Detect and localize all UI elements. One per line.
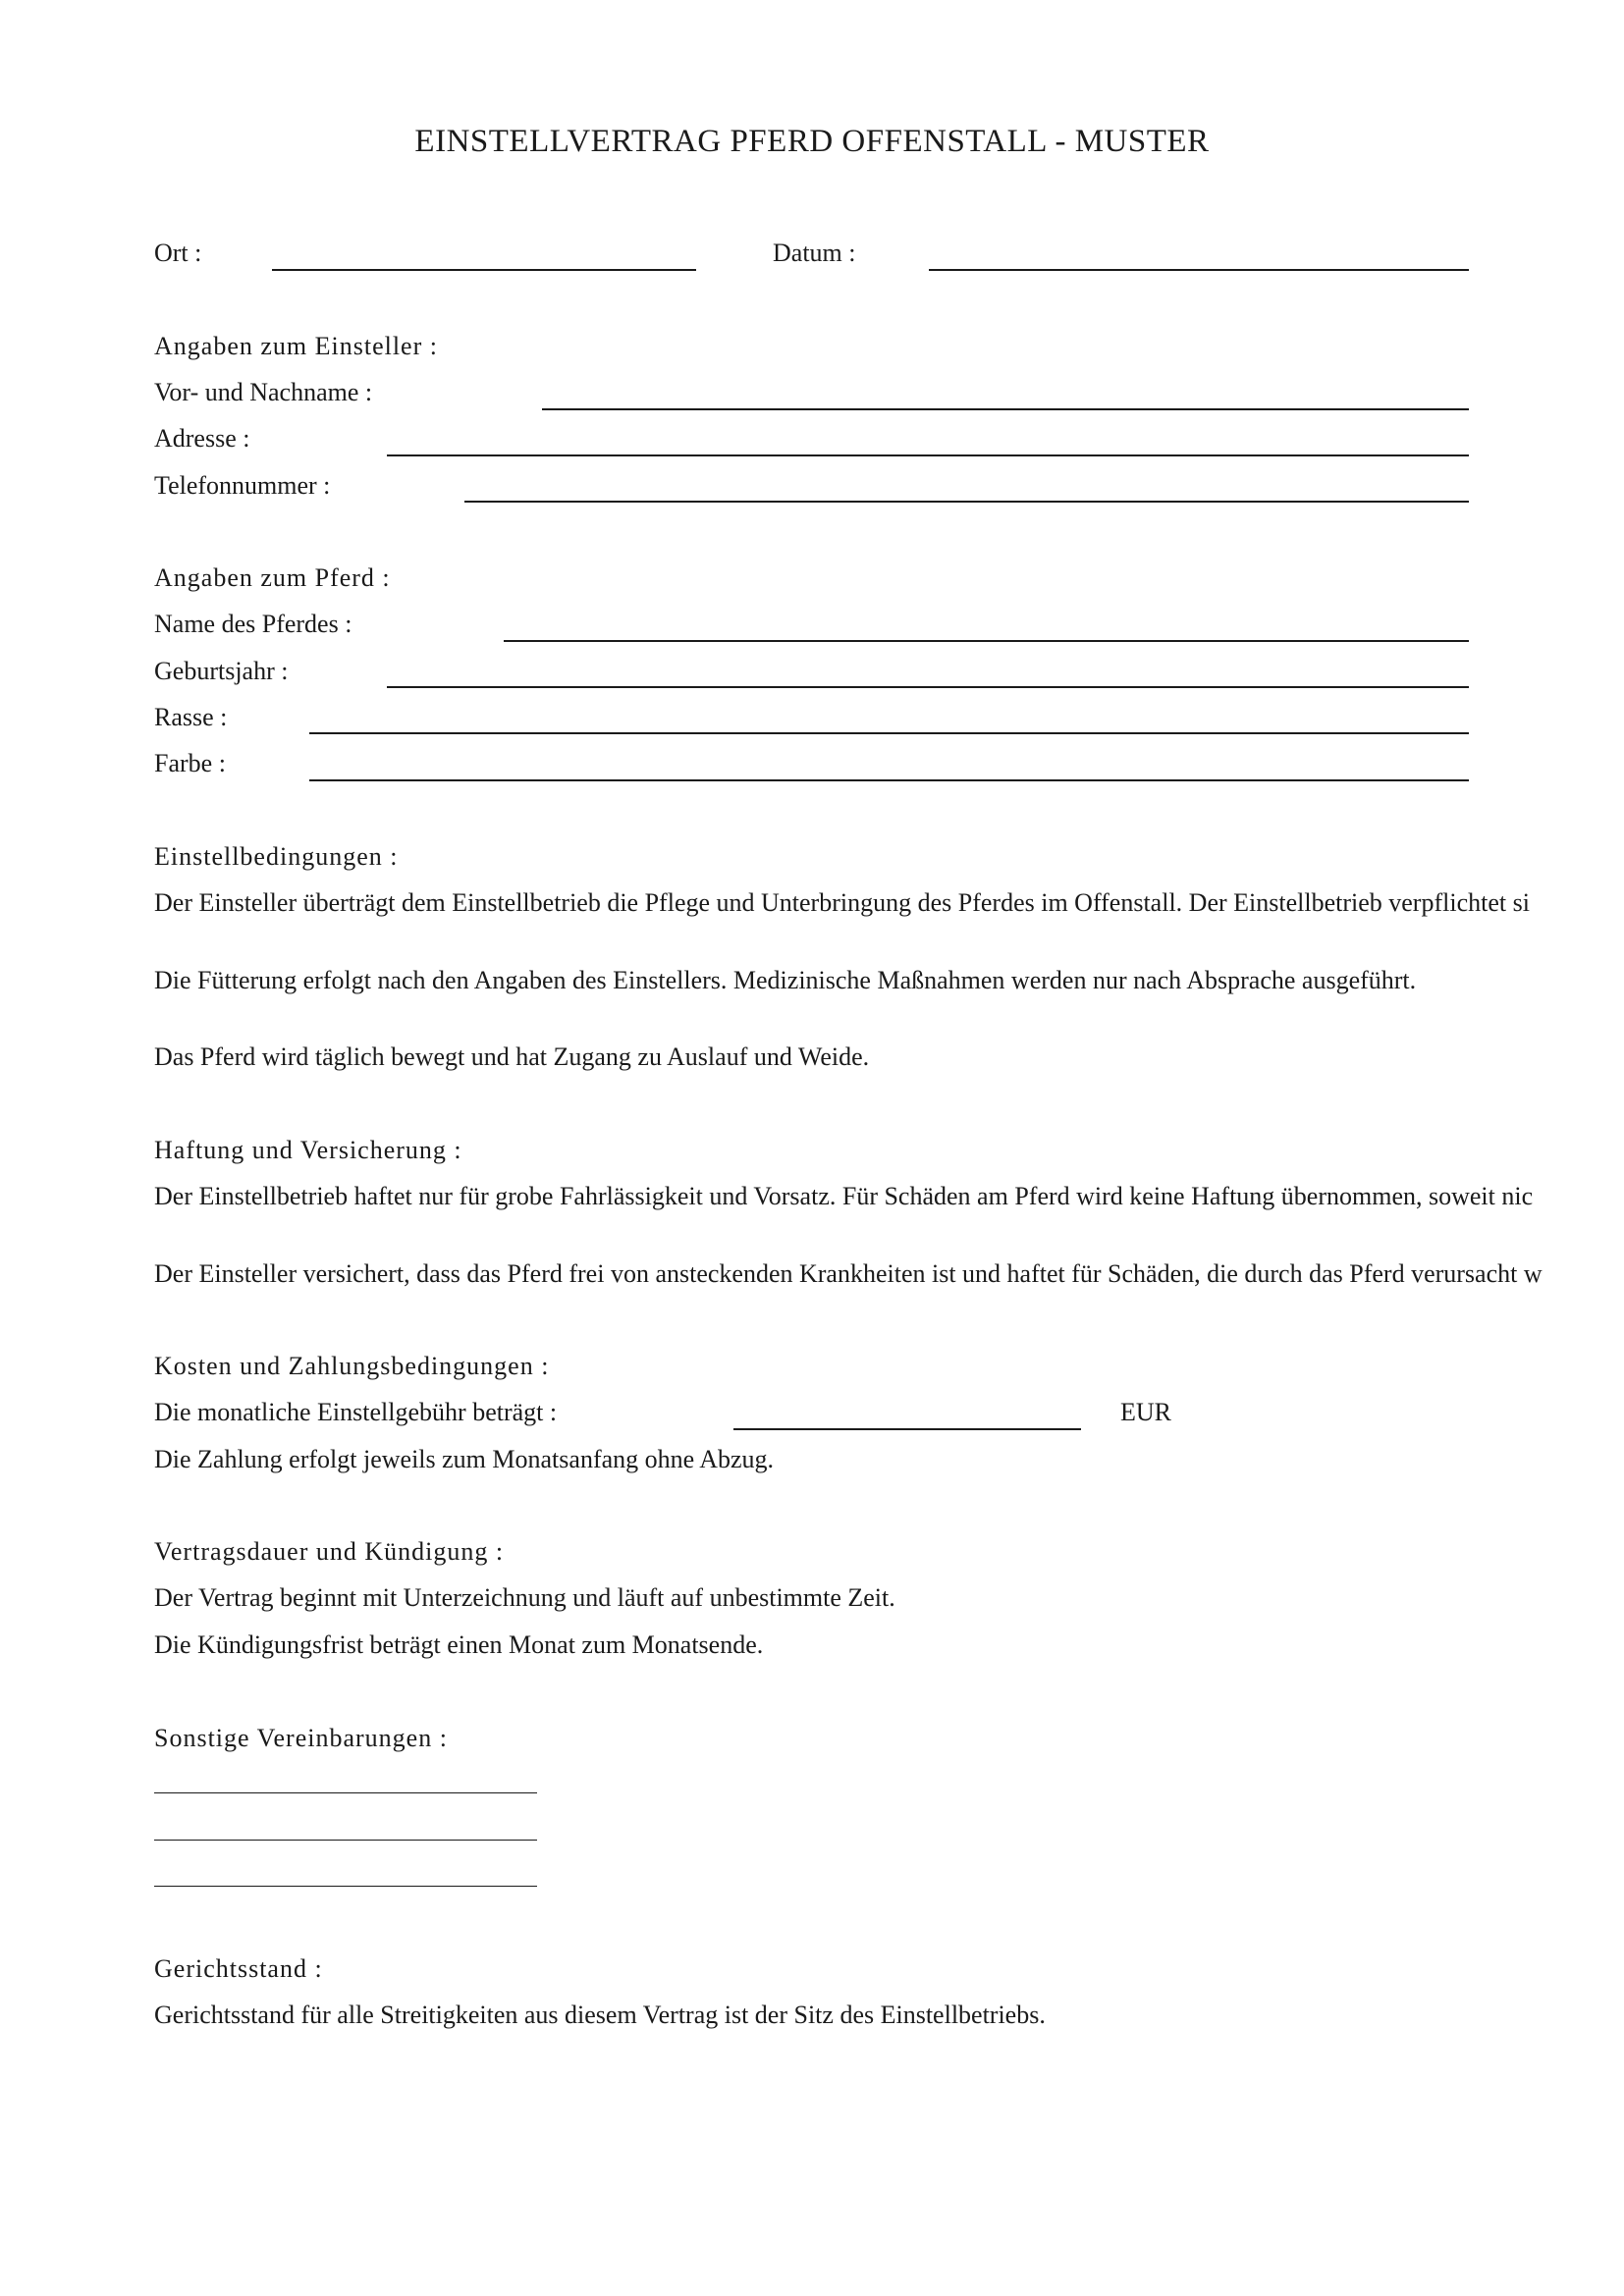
gerichtsstand-text: Gerichtsstand für alle Streitigkeiten aus diesem Vertrag ist der Sitz des Einstellbetriebs. [154, 2001, 1046, 2029]
haftung-heading: Haftung und Versicherung : [154, 1136, 462, 1164]
sonstiges-heading: Sonstige Vereinbarungen : [154, 1724, 448, 1752]
ort-label: Ort : [154, 239, 202, 267]
payment-text: Die Zahlung erfolgt jeweils zum Monatsanfang ohne Abzug. [154, 1445, 775, 1473]
fee-currency: EUR [1120, 1398, 1171, 1426]
einsteller-phone-field-line[interactable] [464, 501, 1469, 503]
einsteller-phone-label: Telefonnummer : [154, 471, 331, 500]
einsteller-name-field-line[interactable] [542, 408, 1469, 410]
dauer-heading: Vertragsdauer und Kündigung : [154, 1537, 505, 1566]
dauer-line: Der Vertrag beginnt mit Unterzeichnung und läuft auf unbestimmte Zeit. [154, 1583, 895, 1612]
pferd-birth-year-field-line[interactable] [387, 686, 1469, 688]
pferd-birth-year-label: Geburtsjahr : [154, 657, 289, 685]
bedingungen-paragraph: Das Pferd wird täglich bewegt und hat Zugang zu Auslauf und Weide. [154, 1042, 870, 1071]
pferd-breed-label: Rasse : [154, 703, 228, 731]
haftung-paragraph: Der Einstellbetrieb haftet nur für grobe Fahrlässigkeit und Vorsatz. Für Schäden am Pferd wird keine Haftung übernommen, soweit nic [154, 1182, 1534, 1210]
document-title: EINSTELLVERTRAG PFERD OFFENSTALL - MUSTER [414, 124, 1210, 159]
fee-amount-field-line[interactable] [733, 1428, 1081, 1430]
sonstiges-field-line[interactable] [154, 1840, 537, 1841]
sonstiges-field-line[interactable] [154, 1886, 537, 1887]
dauer-line: Die Kündigungsfrist beträgt einen Monat zum Monatsende. [154, 1630, 764, 1659]
gerichtsstand-heading: Gerichtsstand : [154, 1954, 323, 1983]
einsteller-heading: Angaben zum Einsteller : [154, 332, 438, 360]
pferd-name-field-line[interactable] [504, 640, 1469, 642]
bedingungen-paragraph: Der Einsteller überträgt dem Einstellbetrieb die Pflege und Unterbringung des Pferdes im Offenstall. Der Einstellbetrieb verpflichtet si [154, 888, 1530, 917]
pferd-heading: Angaben zum Pferd : [154, 563, 391, 592]
einsteller-address-field-line[interactable] [387, 454, 1469, 456]
pferd-color-field-line[interactable] [309, 779, 1469, 781]
bedingungen-paragraph: Die Fütterung erfolgt nach den Angaben des Einstellers. Medizinische Maßnahmen werden nur nach Absprache ausgeführt. [154, 966, 1417, 994]
pferd-color-label: Farbe : [154, 749, 226, 777]
ort-field-line[interactable] [272, 269, 696, 271]
einsteller-name-label: Vor- und Nachname : [154, 378, 373, 406]
fee-label: Die monatliche Einstellgebühr beträgt : [154, 1398, 558, 1426]
pferd-name-label: Name des Pferdes : [154, 610, 352, 638]
datum-label: Datum : [773, 239, 856, 267]
pferd-breed-field-line[interactable] [309, 732, 1469, 734]
einsteller-address-label: Adresse : [154, 424, 250, 453]
kosten-heading: Kosten und Zahlungsbedingungen : [154, 1352, 550, 1380]
haftung-paragraph: Der Einsteller versichert, dass das Pferd frei von ansteckenden Krankheiten ist und haftet für Schäden, die durch das Pferd verursacht w [154, 1259, 1543, 1288]
sonstiges-field-line[interactable] [154, 1792, 537, 1793]
bedingungen-heading: Einstellbedingungen : [154, 842, 399, 871]
datum-field-line[interactable] [929, 269, 1469, 271]
